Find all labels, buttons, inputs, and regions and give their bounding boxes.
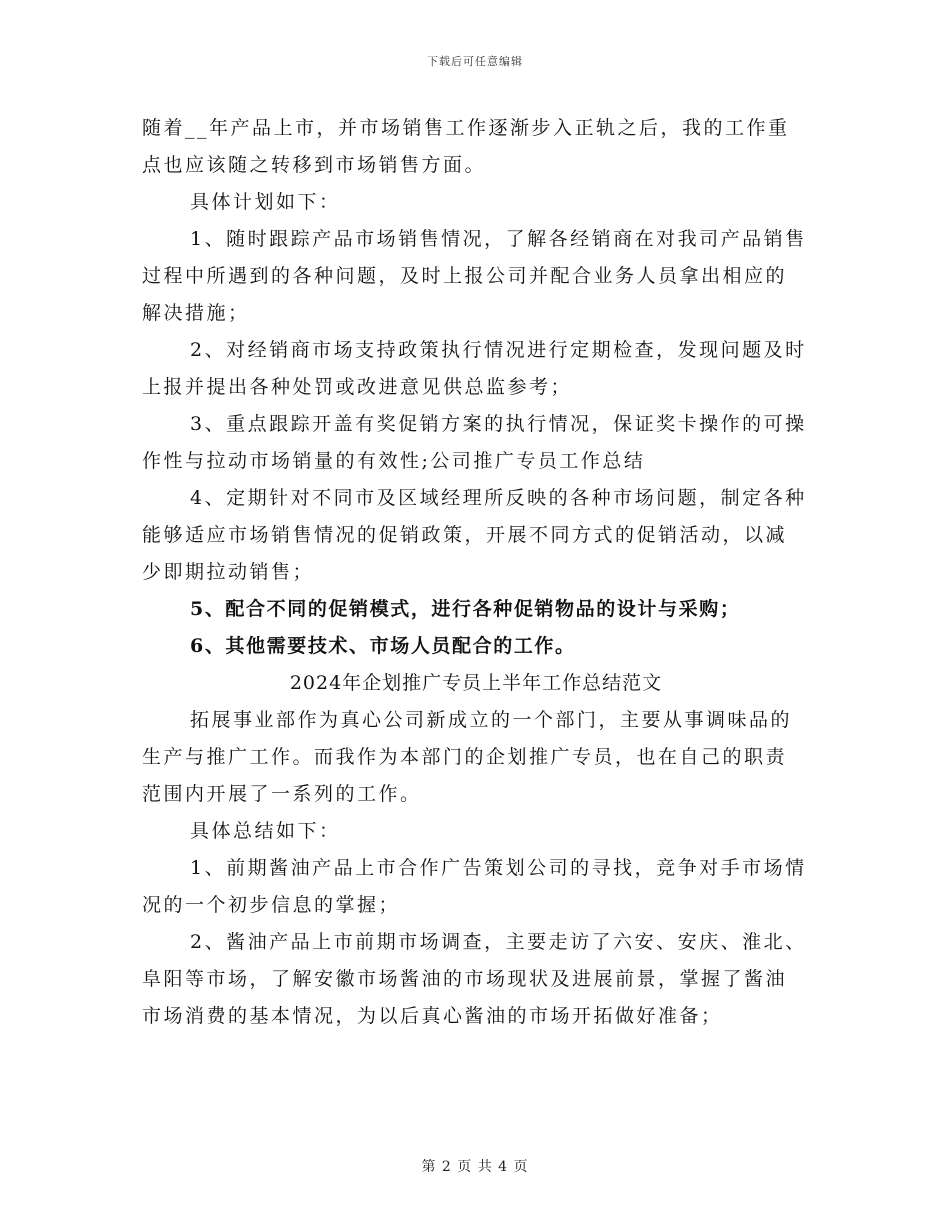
body-line: 2、对经销商市场支持政策执行情况进行定期检查，发现问题及时 xyxy=(190,339,807,361)
body-line-bold: 6、其他需要技术、市场人员配合的工作。 xyxy=(190,635,576,657)
body-line: 阜阳等市场，了解安徽市场酱油的市场现状及进展前景，掌握了酱油 xyxy=(142,968,788,990)
body-line: 市场消费的基本情况，为以后真心酱油的市场开拓做好准备； xyxy=(142,1005,723,1027)
body-line: 1、前期酱油产品上市合作广告策划公司的寻找，竞争对手市场情 xyxy=(190,857,807,879)
body-line: 拓展事业部作为真心公司新成立的一个部门，主要从事调味品的 xyxy=(190,709,793,731)
body-line: 解决措施； xyxy=(142,302,250,324)
body-line: 能够适应市场销售情况的促销政策，开展不同方式的促销活动，以减 xyxy=(142,524,788,546)
body-line: 2、酱油产品上市前期市场调查，主要走访了六安、安庆、淮北、 xyxy=(190,931,807,953)
body-line: 3、重点跟踪开盖有奖促销方案的执行情况，保证奖卡操作的可操 xyxy=(190,413,807,435)
body-line: 作性与拉动市场销量的有效性;公司推广专员工作总结 xyxy=(142,450,646,472)
body-line: 况的一个初步信息的掌握； xyxy=(142,894,401,916)
body-line: 点也应该随之转移到市场销售方面。 xyxy=(142,154,487,176)
document-body xyxy=(142,110,810,1035)
page-footer: 第 2 页 共 4 页 xyxy=(421,1159,529,1175)
body-line: 少即期拉动销售； xyxy=(142,561,315,583)
body-line-bold: 5、配合不同的促销模式，进行各种促销物品的设计与采购； xyxy=(190,598,741,620)
page-header: 下载后可任意编辑 xyxy=(427,55,523,68)
body-line: 具体计划如下： xyxy=(190,191,341,213)
body-line: 上报并提出各种处罚或改进意见供总监参考； xyxy=(142,376,573,398)
body-line: 随着__年产品上市，并市场销售工作逐渐步入正轨之后，我的工作重 xyxy=(142,117,790,139)
body-line: 生产与推广工作。而我作为本部门的企划推广专员，也在自己的职责 xyxy=(142,746,788,768)
body-line: 1、随时跟踪产品市场销售情况，了解各经销商在对我司产品销售 xyxy=(190,228,807,250)
body-line: 范围内开展了一系列的工作。 xyxy=(142,783,422,805)
body-line: 具体总结如下： xyxy=(190,820,341,842)
section-title: 2024年企划推广专员上半年工作总结范文 xyxy=(289,672,663,694)
body-line: 4、定期针对不同市及区域经理所反映的各种市场问题，制定各种 xyxy=(190,487,807,509)
body-line: 过程中所遇到的各种问题，及时上报公司并配合业务人员拿出相应的 xyxy=(142,265,788,287)
